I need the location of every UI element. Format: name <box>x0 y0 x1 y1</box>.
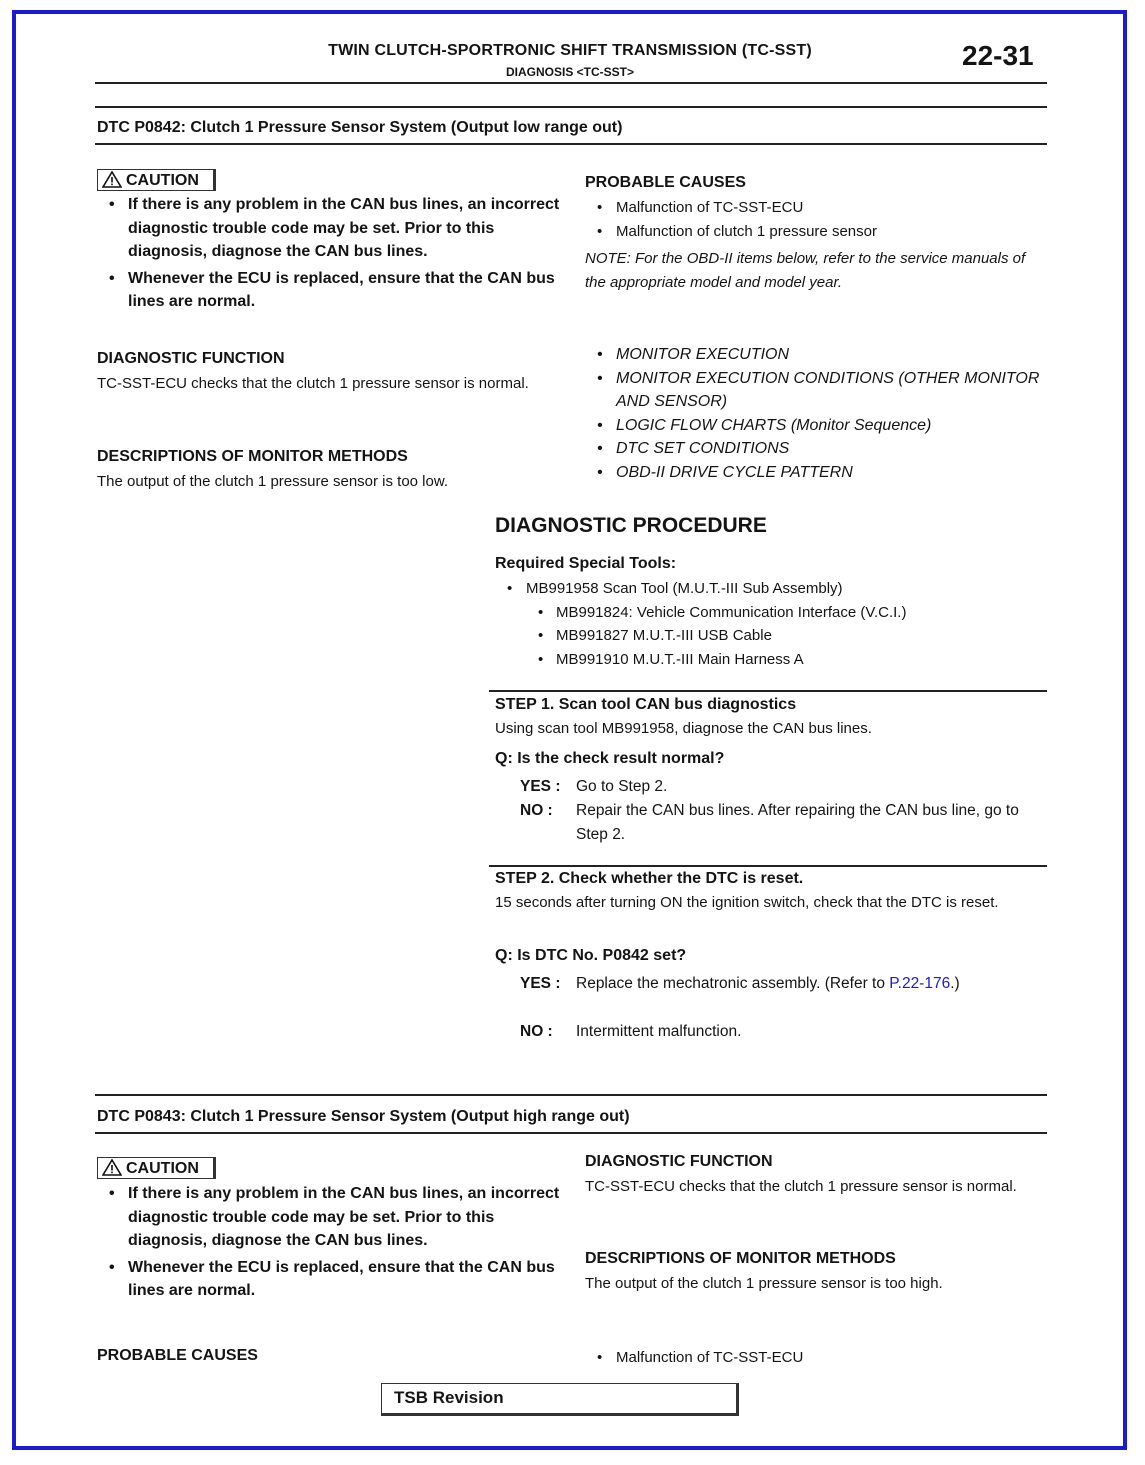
step1-heading: STEP 1. Scan tool CAN bus diagnostics <box>495 696 797 713</box>
dtc2-monitor-heading: DESCRIPTIONS OF MONITOR METHODS <box>585 1250 896 1267</box>
step2-answers <box>520 972 1050 1047</box>
step2-rule <box>489 865 1047 867</box>
yes-text-tail: .) <box>950 975 960 992</box>
dtc1-monitor-heading: DESCRIPTIONS OF MONITOR METHODS <box>97 448 408 465</box>
caution-label: CAUTION <box>126 1160 199 1177</box>
obd-item: • DTC SET CONDITIONS <box>585 437 1047 461</box>
dtc1-causes-list <box>585 196 1045 243</box>
step2-question: Q: Is DTC No. P0842 set? <box>495 947 687 964</box>
dtc2-causes-list <box>585 1346 1045 1370</box>
dtc2-top-rule <box>95 1094 1047 1096</box>
dtc1-top-rule <box>95 106 1047 108</box>
step2-heading: STEP 2. Check whether the DTC is reset. <box>495 870 804 887</box>
dtc2-title: DTC P0843: Clutch 1 Pressure Sensor System (Output high range out) <box>97 1108 630 1125</box>
tsb-revision-box: TSB Revision <box>381 1383 739 1416</box>
dtc1-bottom-rule <box>95 143 1047 145</box>
caution-item: • Whenever the ECU is replaced, ensure that the CAN bus lines are normal. <box>97 267 562 314</box>
cause-item: • Malfunction of TC-SST-ECU <box>585 196 1045 220</box>
dtc2-caution-list <box>97 1182 562 1306</box>
step1-text: Using scan tool MB991958, diagnose the CAN bus lines. <box>495 720 872 737</box>
obd-item: • MONITOR EXECUTION CONDITIONS (OTHER MONITOR AND SENSOR) <box>585 367 1047 414</box>
caution-item: • Whenever the ECU is replaced, ensure that the CAN bus lines are normal. <box>97 1256 562 1303</box>
diagnostic-procedure-heading: DIAGNOSTIC PROCEDURE <box>495 514 767 537</box>
warning-triangle-icon <box>102 171 122 195</box>
tool-sub-item: • MB991827 M.U.T.-III USB Cable <box>526 624 1045 648</box>
dtc2-causes-heading: PROBABLE CAUSES <box>97 1347 258 1364</box>
step1-answers <box>520 775 1050 845</box>
tools-heading: Required Special Tools: <box>495 555 677 572</box>
tool-sub-item: • MB991910 M.U.T.-III Main Harness A <box>526 648 1045 672</box>
dtc1-monitor-text: The output of the clutch 1 pressure sensor is too low. <box>97 473 449 490</box>
header-rule <box>95 82 1047 84</box>
obd-item: • LOGIC FLOW CHARTS (Monitor Sequence) <box>585 414 1047 438</box>
yes-text: Go to Step 2. <box>576 778 668 795</box>
step2-text: 15 seconds after turning ON the ignition switch, check that the DTC is reset. <box>495 894 999 911</box>
no-text: Repair the CAN bus lines. After repairing the CAN bus line, go to Step 2. <box>576 802 1019 843</box>
dtc1-diag-function-text: TC-SST-ECU checks that the clutch 1 pressure sensor is normal. <box>97 375 529 392</box>
warning-triangle-icon <box>102 1159 122 1183</box>
dtc1-caution-box <box>97 169 216 191</box>
no-text: Intermittent malfunction. <box>576 1023 742 1040</box>
caution-item: • If there is any problem in the CAN bus lines, an incorrect diagnostic trouble code may be set. Prior to this diagnosis, diagnose the CAN bus lines. <box>97 1182 562 1253</box>
dtc1-title: DTC P0842: Clutch 1 Pressure Sensor System (Output low range out) <box>97 119 623 136</box>
yes-label: YES : <box>520 778 561 795</box>
caution-item: • If there is any problem in the CAN bus lines, an incorrect diagnostic trouble code may be set. Prior to this diagnosis, diagnose the CAN bus lines. <box>97 193 562 264</box>
step1-rule <box>489 690 1047 692</box>
dtc2-diag-function-text: TC-SST-ECU checks that the clutch 1 pressure sensor is normal. <box>585 1178 1017 1195</box>
tool-main-label: MB991958 Scan Tool (M.U.T.-III Sub Assembly) <box>526 580 843 597</box>
obd-item: • MONITOR EXECUTION <box>585 343 1047 367</box>
tool-item <box>495 577 1045 671</box>
yes-text: Replace the mechatronic assembly. (Refer to <box>576 975 890 992</box>
dtc2-diag-function-heading: DIAGNOSTIC FUNCTION <box>585 1153 773 1170</box>
dtc1-causes-heading: PROBABLE CAUSES <box>585 174 746 191</box>
no-label: NO : <box>520 1023 553 1040</box>
page-number: 22-31 <box>962 40 1034 71</box>
tools-list <box>495 577 1045 671</box>
dtc2-monitor-text: The output of the clutch 1 pressure sensor is too high. <box>585 1275 943 1292</box>
dtc1-diag-function-heading: DIAGNOSTIC FUNCTION <box>97 350 285 367</box>
dtc1-caution-list <box>97 193 562 317</box>
manual-subsection-title: DIAGNOSIS <TC-SST> <box>505 65 635 79</box>
yes-label: YES : <box>520 975 561 992</box>
cause-item: • Malfunction of TC-SST-ECU <box>585 1346 1045 1370</box>
dtc2-caution-box <box>97 1157 216 1179</box>
page-reference-link[interactable]: P.22-176 <box>889 975 951 992</box>
dtc2-bottom-rule <box>95 1132 1047 1134</box>
cause-item: • Malfunction of clutch 1 pressure sensor <box>585 220 1045 244</box>
step1-question: Q: Is the check result normal? <box>495 750 725 767</box>
no-label: NO : <box>520 802 553 819</box>
tool-sub-item: • MB991824: Vehicle Communication Interface (V.C.I.) <box>526 601 1045 625</box>
yes-text-block <box>576 972 1046 996</box>
dtc1-obd-note: NOTE: For the OBD-II items below, refer to the service manuals of the appropriate model and model year. <box>585 250 1026 291</box>
manual-section-title: TWIN CLUTCH-SPORTRONIC SHIFT TRANSMISSION (TC-SST) <box>328 42 812 59</box>
caution-label: CAUTION <box>126 172 199 189</box>
dtc1-obd-items <box>585 343 1047 484</box>
obd-item: • OBD-II DRIVE CYCLE PATTERN <box>585 461 1047 485</box>
